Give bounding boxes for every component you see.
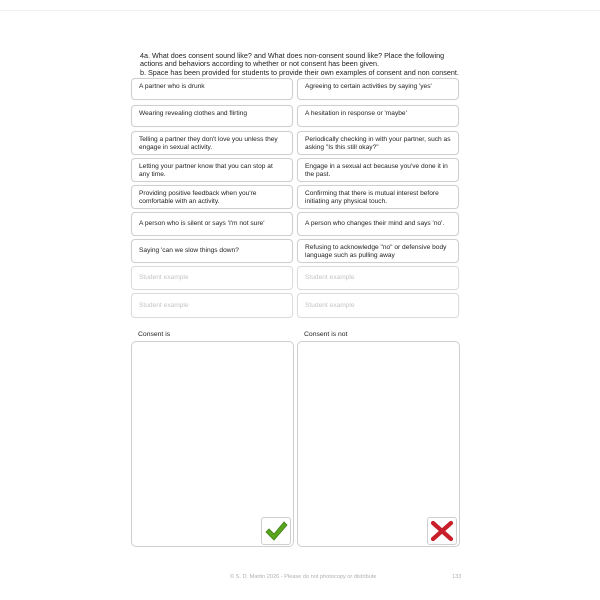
draggable-card[interactable]: Refusing to acknowledge "no" or defensive body language such as pulling away [297,239,459,263]
student-example-card[interactable]: Student example [297,266,459,290]
student-example-card[interactable]: Student example [131,293,293,318]
draggable-card[interactable]: A person who is silent or says 'I'm not sure' [131,212,293,236]
page-number: 133 [452,574,462,580]
draggable-card[interactable]: Providing positive feedback when you're comfortable with an activity. [131,185,293,209]
instruction-line-3: b. Space has been provided for students to provide their own examples of consent and non consent. [140,67,459,77]
consent-is-label: Consent is [138,331,171,338]
draggable-card[interactable]: Wearing revealing clothes and flirting [131,105,293,127]
draggable-card[interactable]: A person who changes their mind and says 'no'. [297,212,459,236]
page-top-edge [0,0,600,11]
draggable-card[interactable]: Letting your partner know that you can stop at any time. [131,158,293,182]
draggable-card[interactable]: Periodically checking in with your partner, such as asking "Is this still okay?" [297,131,459,155]
draggable-card[interactable]: Telling a partner they don't love you unless they engage in sexual activity. [131,131,293,155]
cross-mark-button[interactable] [427,517,457,545]
draggable-card[interactable]: Engage in a sexual act because you've done it in the past. [297,158,459,182]
student-example-card[interactable]: Student example [297,293,459,318]
instructions [140,52,470,77]
draggable-card[interactable]: Saying 'can we slow things down? [131,239,293,263]
instruction-line-2: actions and behaviors according to whether or not consent has been given. [140,59,379,69]
draggable-card[interactable]: A partner who is drunk [131,78,293,100]
consent-is-not-label: Consent is not [304,331,348,338]
footer-copyright: © S. D. Martin 2026 - Please do not photocopy or distribute [230,574,377,580]
check-mark-icon [264,520,288,542]
cross-mark-icon [430,520,454,542]
draggable-card[interactable]: Confirming that there is mutual interest before initiating any physical touch. [297,185,459,209]
instruction-line-1: 4a. What does consent sound like? and What does non-consent sound like? Place the following [140,51,445,60]
student-example-card[interactable]: Student example [131,266,293,290]
check-mark-button[interactable] [261,517,291,545]
draggable-card[interactable]: Agreeing to certain activities by saying 'yes' [297,78,459,100]
draggable-card[interactable]: A hesitation in response or 'maybe' [297,105,459,127]
